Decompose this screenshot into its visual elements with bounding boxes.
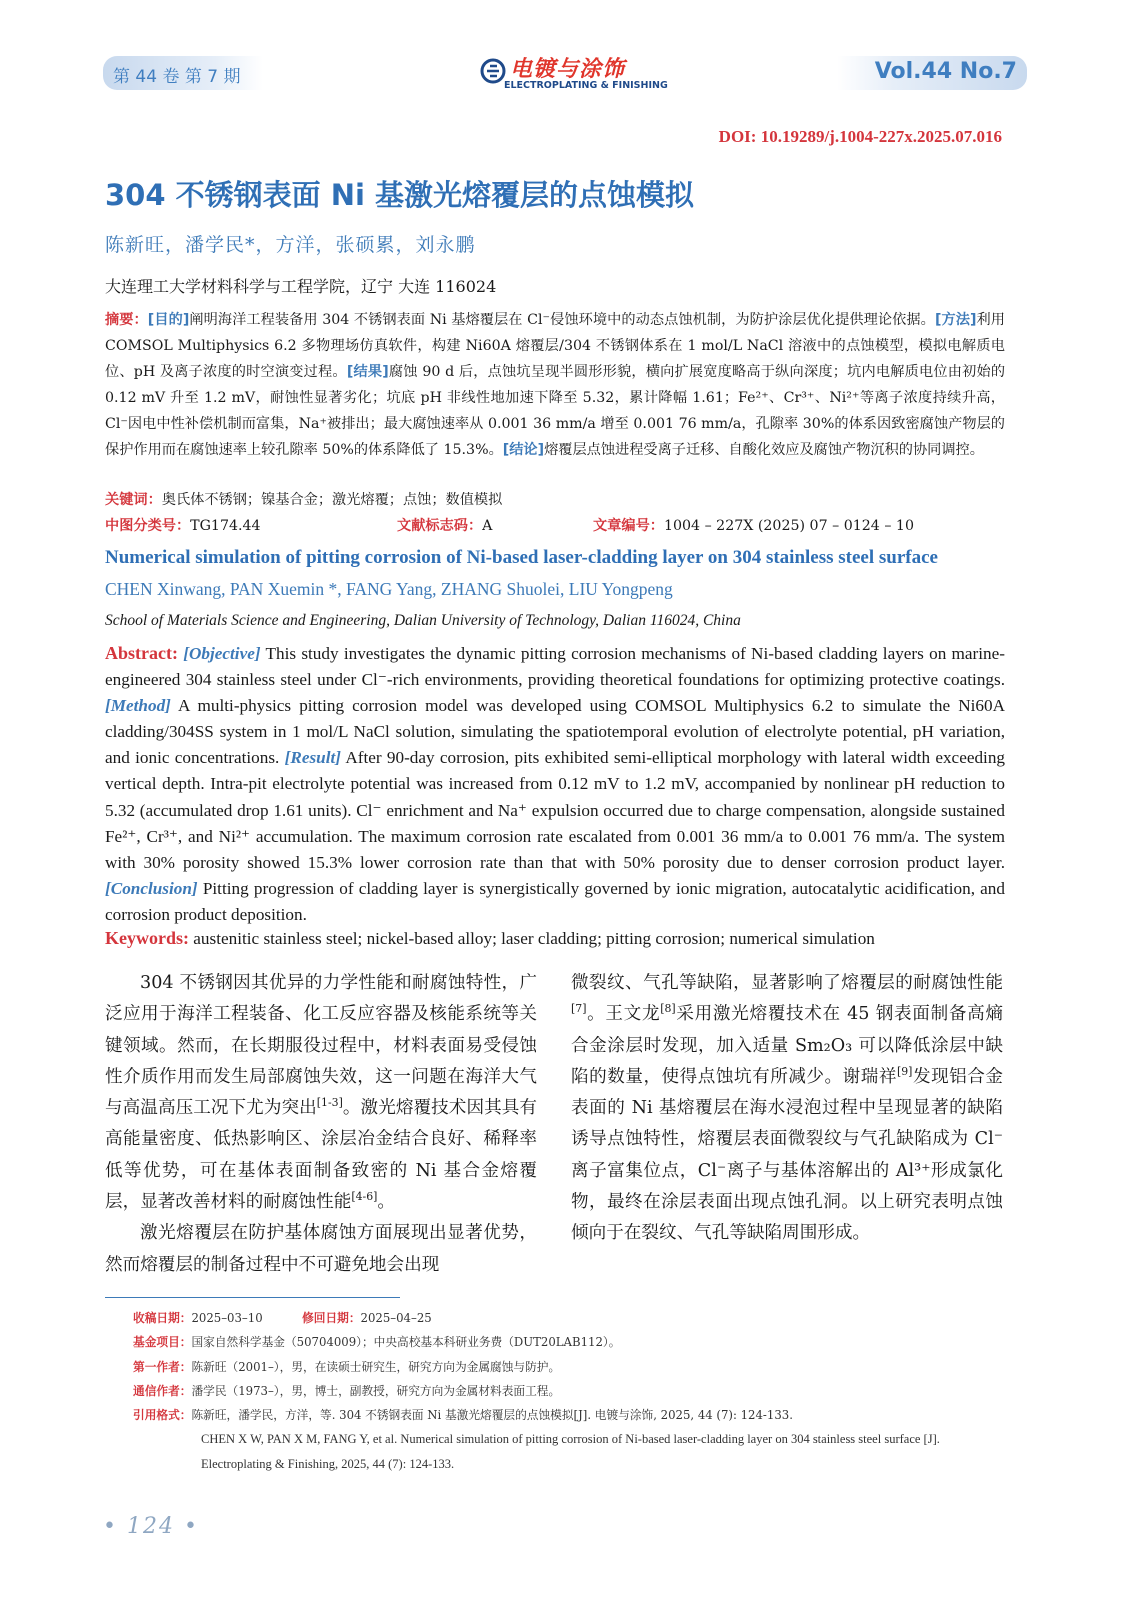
- abstract-en-result: After 90-day corrosion, pits exhibited semi-elliptical morphology with lateral width exceeding vertical depth. Intra-pit electrolyte potential was increased from 0.12 mV to 1.2 mV, accompanied by nonlinear pH reduction to 5.32 (accumulated drop 1.61 units). Cl⁻ enrichment and Na⁺ expulsion occurred due to charge compensation, alongside sustained Fe²⁺, Cr³⁺, and Ni²⁺ accumulation. The maximum corrosion rate escalated from 0.001 36 mm/a to 0.001 76 mm/a. The system with 30% porosity showed 15.3% lower corrosion rate than that with 50% porosity due to denser corrosion product layer.: [105, 748, 1006, 872]
- footnotes: [133, 1306, 1013, 1476]
- page-number: • 124 •: [103, 1514, 199, 1539]
- keywords-en-text: austenitic stainless steel; nickel-based alloy; laser cladding; pitting corrosion; numerical simulation: [193, 929, 875, 948]
- issue-cn: 第 44 卷 第 7 期: [113, 67, 241, 87]
- keywords-cn: [105, 489, 502, 509]
- abstract-cn-objective-label: [目的]: [147, 312, 190, 328]
- citation-ref: [8]: [660, 1002, 676, 1016]
- abstract-en-objective-label: [Objective]: [183, 644, 261, 663]
- abstract-cn-conclusion-label: [结论]: [502, 442, 545, 458]
- affiliation-cn: 大连理工大学材料科学与工程学院，辽宁 大连 116024: [105, 277, 497, 296]
- body-paragraph: 激光熔覆层在防护基体腐蚀方面展现出显著优势，然而熔覆层的制备过程中不可避免地会出现: [105, 1223, 537, 1275]
- footnote-corresponding-author: 通信作者：潘学民（1973–），男，博士，副教授，研究方向为金属材料表面工程。: [133, 1383, 561, 1398]
- abstract-en-method-label: [Method]: [105, 696, 171, 716]
- abstract-cn-conclusion: 熔覆层点蚀进程受离子迁移、自酸化效应及腐蚀产物沉积的协同调控。: [544, 442, 984, 458]
- abstract-cn: [105, 307, 1005, 463]
- journal-name-cn: 电镀与涂饰: [510, 57, 626, 82]
- clc-value: TG174.44: [190, 518, 261, 534]
- footnote-first-author: 第一作者：陈新旺（2001–），男，在读硕士研究生，研究方向为金属腐蚀与防护。: [133, 1359, 561, 1374]
- journal-logo: [480, 52, 680, 96]
- abstract-cn-method: 利用 COMSOL Multiphysics 6.2 多物理场仿真软件，构建 Ni60A 熔覆层/304 不锈钢体系在 1 mol/L NaCl 溶液中的点蚀模型，模拟电解质电位、pH 及离子浓度的时空演变过程。: [105, 312, 1005, 380]
- keywords-en: [105, 928, 875, 949]
- authors-en: CHEN Xinwang, PAN Xuemin *, FANG Yang, ZHANG Shuolei, LIU Yongpeng: [105, 579, 673, 599]
- footnote-citation-cn: 引用格式：陈新旺，潘学民，方洋，等. 304 不锈钢表面 Ni 基激光熔覆层的点蚀模拟[J]. 电镀与涂饰, 2025, 44 (7): 124-133.: [133, 1408, 793, 1423]
- body-column-right: [571, 968, 1003, 1250]
- journal-logo-icon: [480, 58, 506, 84]
- abstract-cn-result: 腐蚀 90 d 后，点蚀坑呈现半圆形形貌，横向扩展宽度略高于纵向深度；坑内电解质电位由初始的 0.12 mV 升至 1.2 mV，耐蚀性显著劣化；坑底 pH 非线性地加速下降至 5.32，累计降幅 1.61；Fe²⁺、Cr³⁺、Ni²⁺等离子浓度持续升高，Cl⁻因电中性补偿机制而富集，Na⁺被排出；最大腐蚀速率从 0.001 36 mm/a 增至 0.001 76 mm/a，孔隙率 30%的体系因致密腐蚀产物层的保护作用而在腐蚀速率上较孔隙率 50%的体系降低了 15.3%。: [105, 364, 1006, 458]
- title-cn: 304 不锈钢表面 Ni 基激光熔覆层的点蚀模拟: [105, 178, 695, 212]
- issue-band-right: [837, 56, 1027, 90]
- article-number-label: 文章编号：: [593, 518, 664, 534]
- abstract-en-conclusion-label: [Conclusion]: [105, 878, 198, 898]
- abstract-cn-label: 摘要：: [105, 312, 148, 328]
- keywords-cn-label: 关键词：: [105, 492, 162, 508]
- title-en: Numerical simulation of pitting corrosion of Ni-based laser-cladding layer on 304 stainless steel surface: [105, 547, 938, 568]
- abstract-en-method: A multi-physics pitting corrosion model was developed using COMSOL Multiphysics 6.2 to simulate the Ni60A cladding/304SS system in 1 mol/L NaCl solution, simulating the spatiotemporal evolution of electrolyte potential, pH variation, and ionic concentrations.: [105, 696, 1005, 768]
- abstract-en-result-label: [Result]: [284, 748, 341, 768]
- footnote-fund: 基金项目：国家自然科学基金（50704009）；中央高校基本科研业务费（DUT20LAB112）。: [133, 1335, 621, 1350]
- citation-ref: [4-6]: [351, 1190, 378, 1204]
- affiliation-en: School of Materials Science and Engineering, Dalian University of Technology, Dalian 116024, China: [105, 612, 741, 629]
- footnote-citation-en-cont: Electroplating & Finishing, 2025, 44 (7): 124-133.: [201, 1456, 455, 1471]
- abstract-cn-result-label: [结果]: [346, 364, 389, 380]
- abstract-en-conclusion: Pitting progression of cladding layer is synergistically governed by ionic migration, autocatalytic acidification, and corrosion product deposition.: [105, 878, 1005, 924]
- doc-code-label: 文献标志码：: [397, 518, 483, 534]
- journal-name-en: ELECTROPLATING & FINISHING: [504, 80, 668, 91]
- doi: DOI: 10.19289/j.1004-227x.2025.07.016: [718, 127, 1002, 146]
- issue-en: Vol.44 No.7: [874, 59, 1017, 84]
- clc-field: [105, 515, 261, 535]
- citation-ref: [9]: [896, 1065, 913, 1079]
- footnote-citation-en: CHEN X W, PAN X M, FANG Y, et al. Numerical simulation of pitting corrosion of Ni-based laser-cladding layer on 304 stainless steel surface [J].: [201, 1432, 940, 1447]
- issue-band-left: [103, 56, 263, 90]
- classification-row: [105, 515, 1005, 539]
- keywords-cn-text: 奥氏体不锈钢；镍基合金；激光熔覆；点蚀；数值模拟: [161, 492, 503, 508]
- citation-ref: [1-3]: [316, 1096, 343, 1110]
- footnote-divider: [105, 1297, 400, 1298]
- article-number-field: [593, 515, 914, 535]
- body-column-left: [105, 968, 537, 1281]
- clc-label: 中图分类号：: [105, 518, 191, 534]
- doc-code-value: A: [482, 518, 493, 534]
- authors-cn: 陈新旺，潘学民*，方洋，张硕累，刘永鹏: [105, 234, 476, 256]
- article-number-value: 1004 – 227X (2025) 07 – 0124 – 10: [663, 518, 914, 534]
- footnote-dates: 收稿日期：2025–03–10 修回日期：2025–04–25: [133, 1311, 432, 1325]
- abstract-en-objective: This study investigates the dynamic pitting corrosion mechanisms of Ni-based cladding layers on marine-engineered 304 stainless steel under Cl⁻-rich environments, providing theoretical foundations for optimizing protective coatings.: [105, 644, 1005, 690]
- body-paragraph: 304 不锈钢因其优异的力学性能和耐腐蚀特性，广泛应用于海洋工程装备、化工反应容器及核能系统等关键领域。然而，在长期服役过程中，材料表面易受侵蚀性介质作用而发生局部腐蚀失效，这一问题在海洋大气与高温高压工况下尤为突出[1-3]。激光熔覆技术因其具有高能量密度、低热影响区、涂层冶金结合良好、稀释率低等优势，可在基体表面制备致密的 Ni 基合金熔覆层，显著改善材料的耐腐蚀性能[4-6]。: [105, 973, 537, 1213]
- keywords-en-label: Keywords:: [105, 928, 189, 948]
- body-paragraph: 微裂纹、气孔等缺陷，显著影响了熔覆层的耐腐蚀性能[7]。王文龙[8]采用激光熔覆技术在 45 钢表面制备高熵合金涂层时发现，加入适量 Sm₂O₃ 可以降低涂层中缺陷的数量，使得点蚀坑有所减少。谢瑞祥[9]发现铝合金表面的 Ni 基熔覆层在海水浸泡过程中呈现显著的缺陷诱导点蚀特性，熔覆层表面微裂纹与气孔缺陷成为 Cl⁻离子富集位点，Cl⁻离子与基体溶解出的 Al³⁺形成氯化物，最终在涂层表面出现点蚀孔洞。以上研究表明点蚀倾向于在裂纹、气孔等缺陷周围形成。: [571, 973, 1003, 1244]
- citation-ref: [7]: [571, 1002, 587, 1016]
- abstract-en-label: Abstract:: [105, 643, 178, 663]
- abstract-cn-method-label: [方法]: [934, 312, 977, 328]
- abstract-cn-objective: 阐明海洋工程装备用 304 不锈钢表面 Ni 基熔覆层在 Cl⁻侵蚀环境中的动态点蚀机制，为防护涂层优化提供理论依据。: [189, 312, 935, 328]
- abstract-en: [105, 640, 1005, 928]
- doc-code-field: [397, 515, 492, 535]
